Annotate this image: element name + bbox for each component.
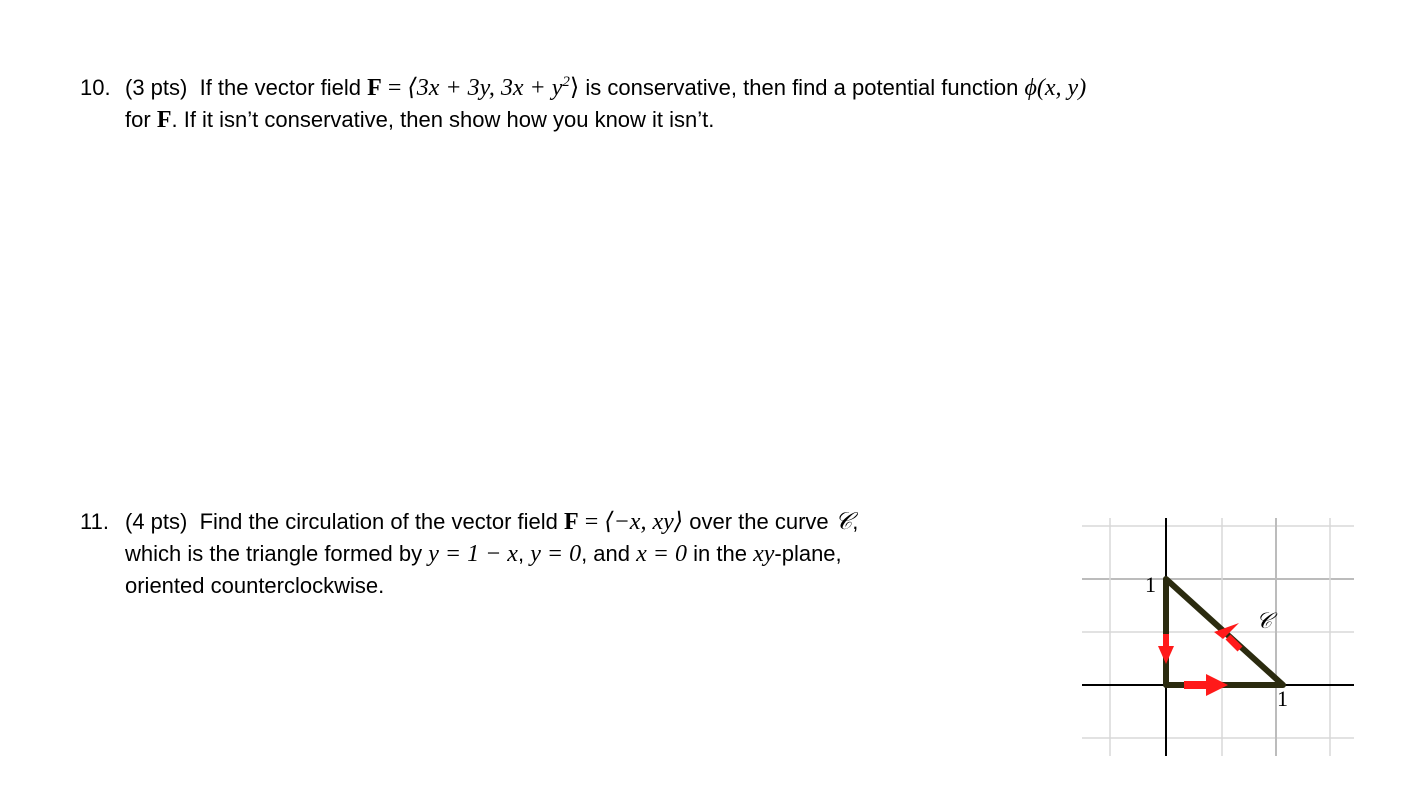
problem-text: , and [581, 541, 631, 566]
problem-text: for [125, 107, 151, 132]
problem-text: If the vector field [199, 75, 362, 100]
field-close-bracket: ⟩ [569, 75, 580, 101]
problem-10 [80, 72, 1086, 136]
problem-10-line-2 [80, 104, 1086, 136]
problem-11-line-2 [80, 538, 858, 570]
potential-function: ϕ(x, y) [1024, 75, 1087, 101]
field-components: ⟨3x + 3y, 3x + y [407, 75, 563, 101]
problem-10-line-1 [80, 72, 1086, 104]
y-tick-label: 1 [1145, 572, 1156, 597]
vector-field-equation [367, 75, 579, 101]
arrow-up-left-shaft [1228, 637, 1240, 649]
punctuation: , [517, 541, 525, 566]
arrow-down-on-y-axis [1158, 646, 1174, 664]
grid [1082, 518, 1354, 756]
equals-sign: = [387, 75, 402, 101]
plane-variables: xy [753, 541, 775, 567]
punctuation: , [852, 509, 859, 534]
field-exponent: 2 [562, 74, 570, 90]
points-label: (4 pts) [125, 509, 188, 534]
curve-symbol: 𝒞 [834, 509, 853, 535]
equation-y-axis: x = 0 [636, 541, 687, 567]
problem-11-line-3 [80, 570, 858, 602]
problem-text: Find the circulation of the vector field [199, 509, 558, 534]
equation-hypotenuse: y = 1 − x [428, 541, 518, 567]
equation-x-axis: y = 0 [530, 541, 582, 567]
field-symbol: F [564, 509, 579, 535]
arrow-down-shaft [1163, 634, 1169, 648]
vector-field-equation [564, 509, 683, 535]
problem-text: over the curve [689, 509, 829, 534]
problem-text: . If it isn’t conservative, then show how you know it isn’t. [171, 107, 715, 132]
field-symbol: F [367, 75, 382, 101]
curve-label: 𝒞 [1256, 608, 1273, 633]
field-symbol: F [156, 107, 172, 133]
points-label: (3 pts) [125, 75, 188, 100]
problem-text: -plane, [774, 541, 842, 566]
problem-text: is conservative, then find a potential function [585, 75, 1019, 100]
problem-text: which is the triangle formed by [125, 541, 423, 566]
problem-11 [80, 506, 858, 602]
triangle-curve-figure [1078, 516, 1358, 760]
equals-sign: = [584, 509, 599, 535]
problem-11-line-1 [80, 506, 858, 538]
x-tick-label: 1 [1277, 686, 1288, 711]
field-components: ⟨−x, xy⟩ [604, 509, 684, 535]
problem-text: oriented counterclockwise. [125, 573, 385, 598]
arrow-right-on-x-axis [1206, 674, 1228, 696]
problem-text: in the [693, 541, 747, 566]
problem-number: 11. [80, 509, 109, 534]
problem-number: 10. [80, 75, 111, 100]
